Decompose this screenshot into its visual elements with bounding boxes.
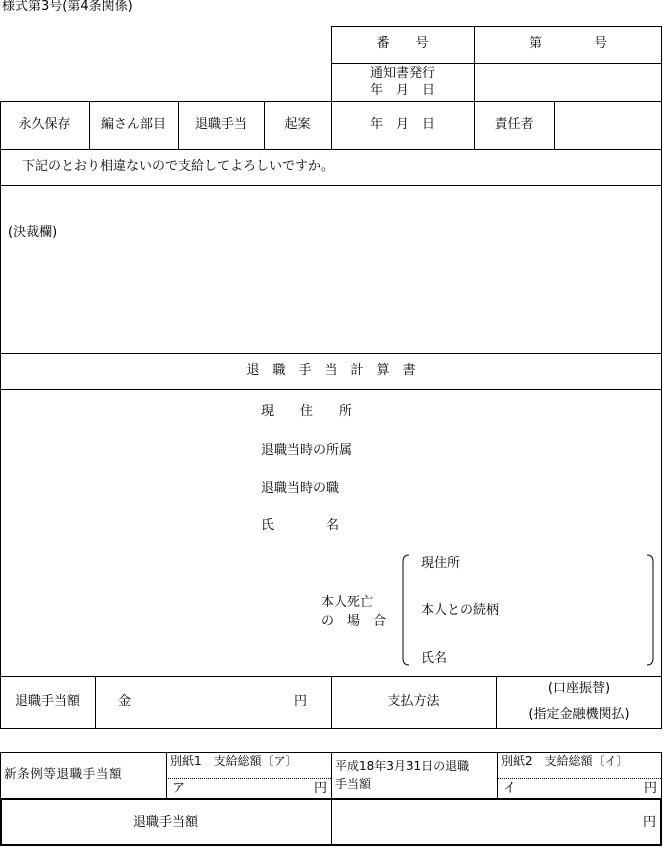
table-border: [331, 752, 332, 846]
table-border: [0, 353, 662, 354]
name-label: 氏 名: [261, 518, 340, 533]
attach2-label: 別紙2 支給総額〔イ〕: [501, 754, 629, 768]
table-border: [166, 752, 167, 799]
approval-date-label: 年 月 日: [369, 117, 435, 132]
number-value: 第 号: [528, 36, 607, 51]
table-border: [554, 101, 555, 149]
table-border: [497, 752, 498, 799]
decision-label: (決裁欄): [8, 225, 58, 240]
attach2-letter: イ: [503, 781, 517, 796]
approval-cell-permanent: 永久保存: [18, 117, 71, 132]
table-border: [660, 798, 662, 846]
table-border: [95, 676, 96, 728]
table-border: [661, 26, 662, 728]
attach2-yen: 円: [644, 781, 658, 796]
deceased-name-label: 氏名: [421, 651, 448, 666]
new-rule-label: 新条例等退職手当額: [4, 766, 123, 781]
notice-date-label: 通知書発行: [369, 66, 435, 81]
deceased-address-label: 現住所: [421, 556, 461, 571]
table-border: [0, 101, 1, 728]
table-border: [0, 149, 662, 150]
approval-cell-retirement: 退職手当: [194, 117, 247, 132]
position-label: 退職当時の職: [261, 481, 340, 496]
table-border: [331, 63, 662, 64]
bank-transfer-option: (口座振替): [547, 681, 611, 696]
deceased-relation-label: 本人との続柄: [421, 603, 500, 618]
table-border: [661, 752, 662, 799]
table-border: [331, 26, 662, 27]
table-border: [497, 778, 661, 779]
designated-bank-option: (指定金融機関払): [528, 707, 630, 722]
responsible-label: 責任者: [494, 117, 534, 132]
table-border: [166, 778, 331, 779]
yen-unit: 円: [294, 694, 308, 709]
attach1-letter: ア: [172, 781, 186, 796]
table-border: [0, 752, 1, 799]
table-border: [0, 728, 662, 729]
h18-label-2: 手当額: [335, 777, 372, 791]
table-border: [0, 389, 662, 390]
deceased-label: 本人死亡: [321, 595, 374, 610]
request-text: 下記のとおり相違ないので支給してよろしいですか。: [22, 159, 335, 174]
total-amount-label: 退職手当額: [132, 815, 198, 830]
amount-label: 退職手当額: [14, 694, 80, 709]
address-label: 現 住 所: [261, 404, 353, 419]
h18-label: 平成18年3月31日の退職: [335, 759, 470, 773]
attach1-label: 別紙1 支給総額〔ア〕: [170, 754, 298, 768]
notice-date-label-2: 年 月 日: [369, 83, 435, 98]
form-title: 様式第3号(第4条関係): [2, 0, 133, 14]
attach1-yen: 円: [314, 781, 328, 796]
approval-cell-draft: 起案: [284, 117, 311, 132]
total-yen: 円: [643, 815, 657, 830]
deceased-label-2: の 場 合: [321, 614, 387, 629]
number-label: 番 号: [376, 36, 429, 51]
affiliation-label: 退職当時の所属: [261, 443, 353, 458]
approval-cell-category: 編さん部目: [100, 117, 166, 132]
table-border: [0, 185, 662, 186]
payment-method-label: 支払方法: [387, 694, 440, 709]
calc-title: 退 職 手 当 計 算 書: [246, 363, 416, 378]
currency-prefix: 金: [118, 694, 132, 709]
